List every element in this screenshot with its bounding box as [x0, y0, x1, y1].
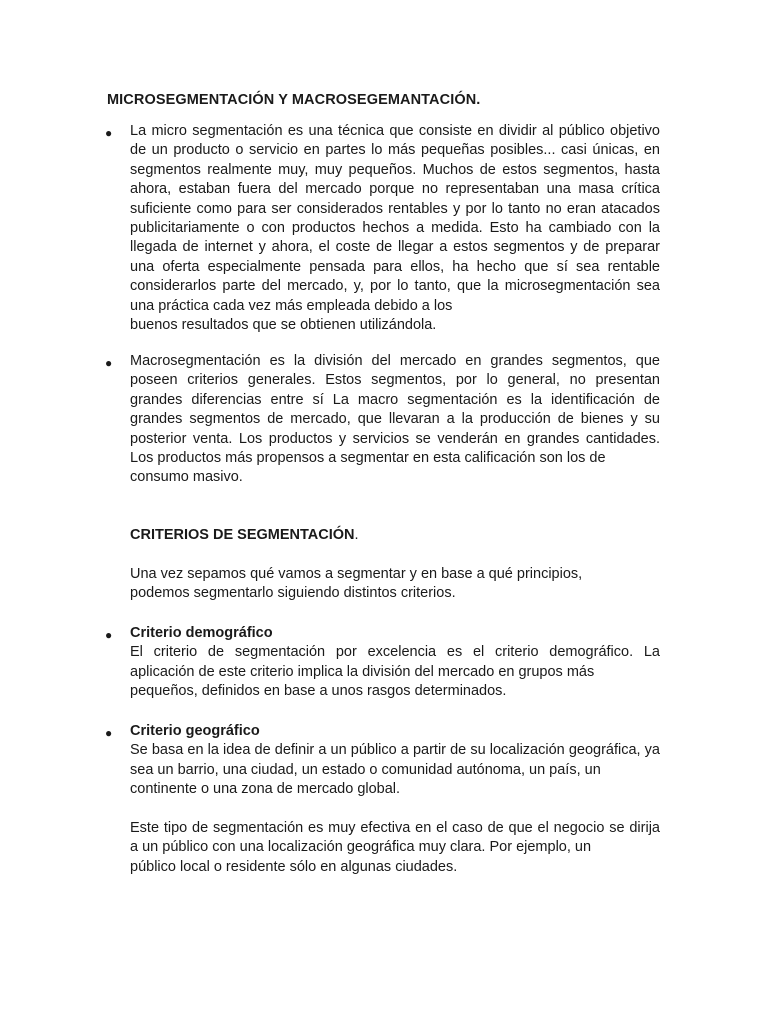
criteria-heading-text: CRITERIOS DE SEGMENTACIÓN: [130, 527, 355, 543]
paragraph-last-line: consumo masivo.: [130, 469, 243, 486]
criteria-heading: [130, 527, 359, 543]
paragraph-last-line: continente o una zona de mercado global.: [130, 781, 401, 798]
bullet-icon: ●: [105, 726, 113, 740]
demographic-criterion: [130, 624, 660, 702]
paragraph-last-line: buenos resultados que se obtienen utilizándola.: [130, 317, 437, 334]
paragraph-body: Este tipo de segmentación es muy efectiva en el caso de que el negocio se dirija a un público con una localización geográfica muy clara. Por ejemplo, un: [130, 820, 660, 856]
criteria-intro-paragraph: [130, 565, 660, 604]
macrosegmentation-paragraph: [130, 352, 660, 488]
geographic-criterion-detail: [130, 819, 660, 877]
paragraph-body: Una vez sepamos qué vamos a segmentar y en base a qué principios,: [130, 566, 583, 582]
criterion-title: Criterio geográfico: [130, 723, 260, 739]
paragraph-body: Macrosegmentación es la división del mercado en grandes segmentos, que poseen criterios generales. Estos segmentos, por lo general, no presentan grandes diferencias entre sí La macro segmentación es la identificación de grandes segmentos de mercado, que llevaran a la producción de bienes y su posterior venta. Los productos y servicios se venderán en grandes cantidades. Los productos más propensos a segmentar en esta calificación son los de: [130, 353, 660, 467]
criteria-heading-period: .: [354, 527, 359, 543]
paragraph-body: El criterio de segmentación por excelencia es el criterio demográfico. La aplicación de este criterio implica la división del mercado en grupos más: [130, 644, 660, 680]
bullet-icon: ●: [105, 126, 113, 140]
bullet-icon: ●: [105, 356, 113, 370]
criterion-title: Criterio demográfico: [130, 625, 273, 641]
paragraph-last-line: podemos segmentarlo siguiendo distintos criterios.: [130, 585, 456, 602]
bullet-icon: ●: [105, 628, 113, 642]
paragraph-last-line: pequeños, definidos en base a unos rasgos determinados.: [130, 683, 507, 700]
geographic-criterion: [130, 722, 660, 800]
paragraph-body: Se basa en la idea de definir a un público a partir de su localización geográfica, ya sea un barrio, una ciudad, un estado o comunidad autónoma, un país, un: [130, 742, 660, 778]
document-title: MICROSEGMENTACIÓN Y MACROSEGEMANTACIÓN.: [107, 92, 481, 108]
paragraph-body: La micro segmentación es una técnica que consiste en dividir al público objetivo de un producto o servicio en partes lo más pequeñas posibles... casi únicas, en segmentos realmente muy, muy pequeños. Muchos de estos segmentos, hasta ahora, estaban fuera del mercado porque no representaban una masa crítica suficiente como para ser considerados rentables y por lo tanto no eran atacados publicitariamente o con productos hechos a medida. Esto ha cambiado con la llegada de internet y ahora, el coste de llegar a estos segmentos y de preparar una oferta especialmente pensada para ellos, ha hecho que sí sea rentable considerarlos parte del mercado, y, por lo tanto, que la microsegmentación sea una práctica cada vez más empleada debido a los: [130, 123, 660, 314]
paragraph-last-line: público local o residente sólo en algunas ciudades.: [130, 858, 458, 875]
microsegmentation-paragraph: [130, 122, 660, 335]
